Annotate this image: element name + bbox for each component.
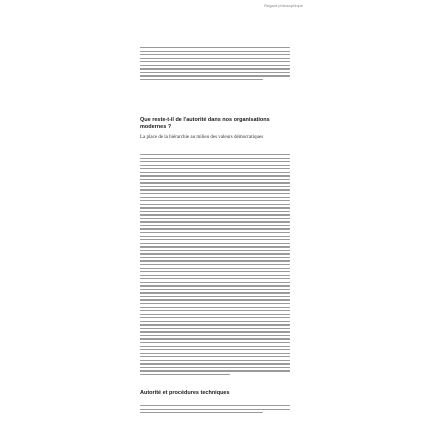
section-2-body	[140, 405, 290, 416]
section-heading: Autorité et procédures techniques	[140, 390, 230, 396]
running-header: Regard philosophique	[264, 3, 303, 8]
section-heading: Que reste-t-il de l'autorité dans nos organisations modernes ?	[140, 117, 270, 130]
section-1-body	[140, 154, 290, 377]
intro-paragraph	[140, 47, 290, 82]
section-subheading: La place de la hiérarchie au milieu des valeurs démocratiques	[140, 135, 264, 140]
section-2-header	[140, 390, 290, 397]
section-1-header	[140, 117, 290, 141]
